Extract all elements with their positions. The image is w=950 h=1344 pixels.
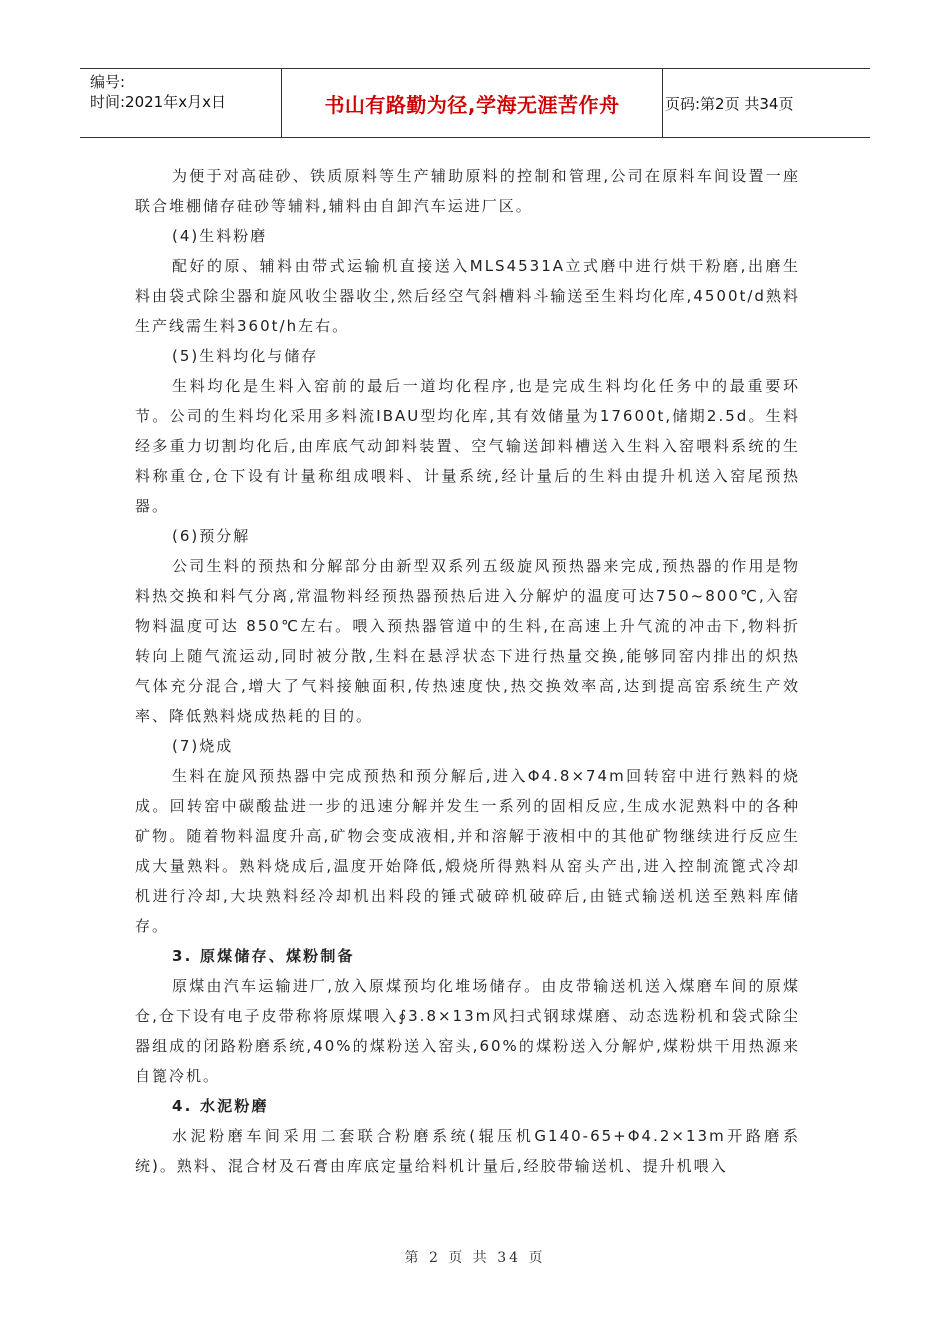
motto-text: 书山有路勤为径,学海无涯苦作舟 [324,92,620,117]
paragraph-precalcination: 公司生料的预热和分解部分由新型双系列五级旋风预热器来完成,预热器的作用是物料热交换和料气分离,常温物料经预热器预热后进入分解炉的温度可达750~800℃,入窑物料温度可达 850℃左右。喂入预热器管道中的生料,在高速上升气流的冲击下,物料折转向上随气流运动,同时被分散,生料在悬浮状态下进行热量交换,能够同窑内排出的炽热气体充分混合,增大了气料接触面积,传热速度快,热交换效率高,达到提高窑系统生产效率、降低熟料烧成热耗的目的。 [135,557,800,725]
header-motto-cell [282,69,663,137]
subheading-homogenization: (5)生料均化与储存 [172,347,319,365]
document-body [135,161,800,1181]
paragraph-raw-meal-grinding: 配好的原、辅料由带式运输机直接送入MLS4531A立式磨中进行烘干粉磨,出磨生料由袋式除尘器和旋风收尘器收尘,然后经空气斜槽料斗输送至生料均化库,4500t/d熟料生产线需生料360t/h左右。 [135,257,800,335]
subheading-precalcination: (6)预分解 [172,527,251,545]
section-heading-cement-grinding: 4. 水泥粉磨 [172,1097,269,1115]
section-heading-coal: 3. 原煤储存、煤粉制备 [172,947,355,965]
date-label: 时间:2021年x月x日 [90,93,226,111]
header-page-cell [663,69,870,137]
document-header [80,68,870,138]
header-meta-cell [80,69,282,137]
page-count-label: 页码:第2页 共34页 [665,94,794,113]
paragraph-cement-grinding: 水泥粉磨车间采用二套联合粉磨系统(辊压机G140-65+Φ4.2×13m开路磨系统)。熟料、混合材及石膏由库底定量给料机计量后,经胶带输送机、提升机喂入 [135,1127,800,1175]
paragraph-homogenization: 生料均化是生料入窑前的最后一道均化程序,也是完成生料均化任务中的最重要环节。公司的生料均化采用多料流IBAU型均化库,其有效储量为17600t,储期2.5d。生料经多重力切割均化后,由库底气动卸料装置、空气输送卸料槽送入生料入窑喂料系统的生料称重仓,仓下设有计量称组成喂料、计量系统,经计量后的生料由提升机送入窑尾预热器。 [135,377,800,515]
serial-number-label: 编号: [90,73,126,91]
subheading-firing: (7)烧成 [172,737,234,755]
subheading-raw-meal-grinding: (4)生料粉磨 [172,227,268,245]
paragraph-firing: 生料在旋风预热器中完成预热和预分解后,进入Φ4.8×74m回转窑中进行熟料的烧成。回转窑中碳酸盐进一步的迅速分解并发生一系列的固相反应,生成水泥熟料中的各种矿物。随着物料温度升高,矿物会变成液相,并和溶解于液相中的其他矿物继续进行反应生成大量熟料。熟料烧成后,温度开始降低,煅烧所得熟料从窑头产出,进入控制流篦式冷却机进行冷却,大块熟料经冷却机出料段的锤式破碎机破碎后,由链式输送机送至熟料库储存。 [135,767,800,935]
page-footer: 第 2 页 共 34 页 [404,1250,546,1266]
paragraph-auxiliary-materials: 为便于对高硅砂、铁质原料等生产辅助原料的控制和管理,公司在原料车间设置一座联合堆棚储存硅砂等辅料,辅料由自卸汽车运进厂区。 [135,167,800,215]
paragraph-coal: 原煤由汽车运输进厂,放入原煤预均化堆场储存。由皮带输送机送入煤磨车间的原煤仓,仓下设有电子皮带称将原煤喂入∮3.8×13m风扫式钢球煤磨、动态选粉机和袋式除尘器组成的闭路粉磨系统,40%的煤粉送入窑头,60%的煤粉送入分解炉,煤粉烘干用热源来自篦冷机。 [135,977,800,1085]
